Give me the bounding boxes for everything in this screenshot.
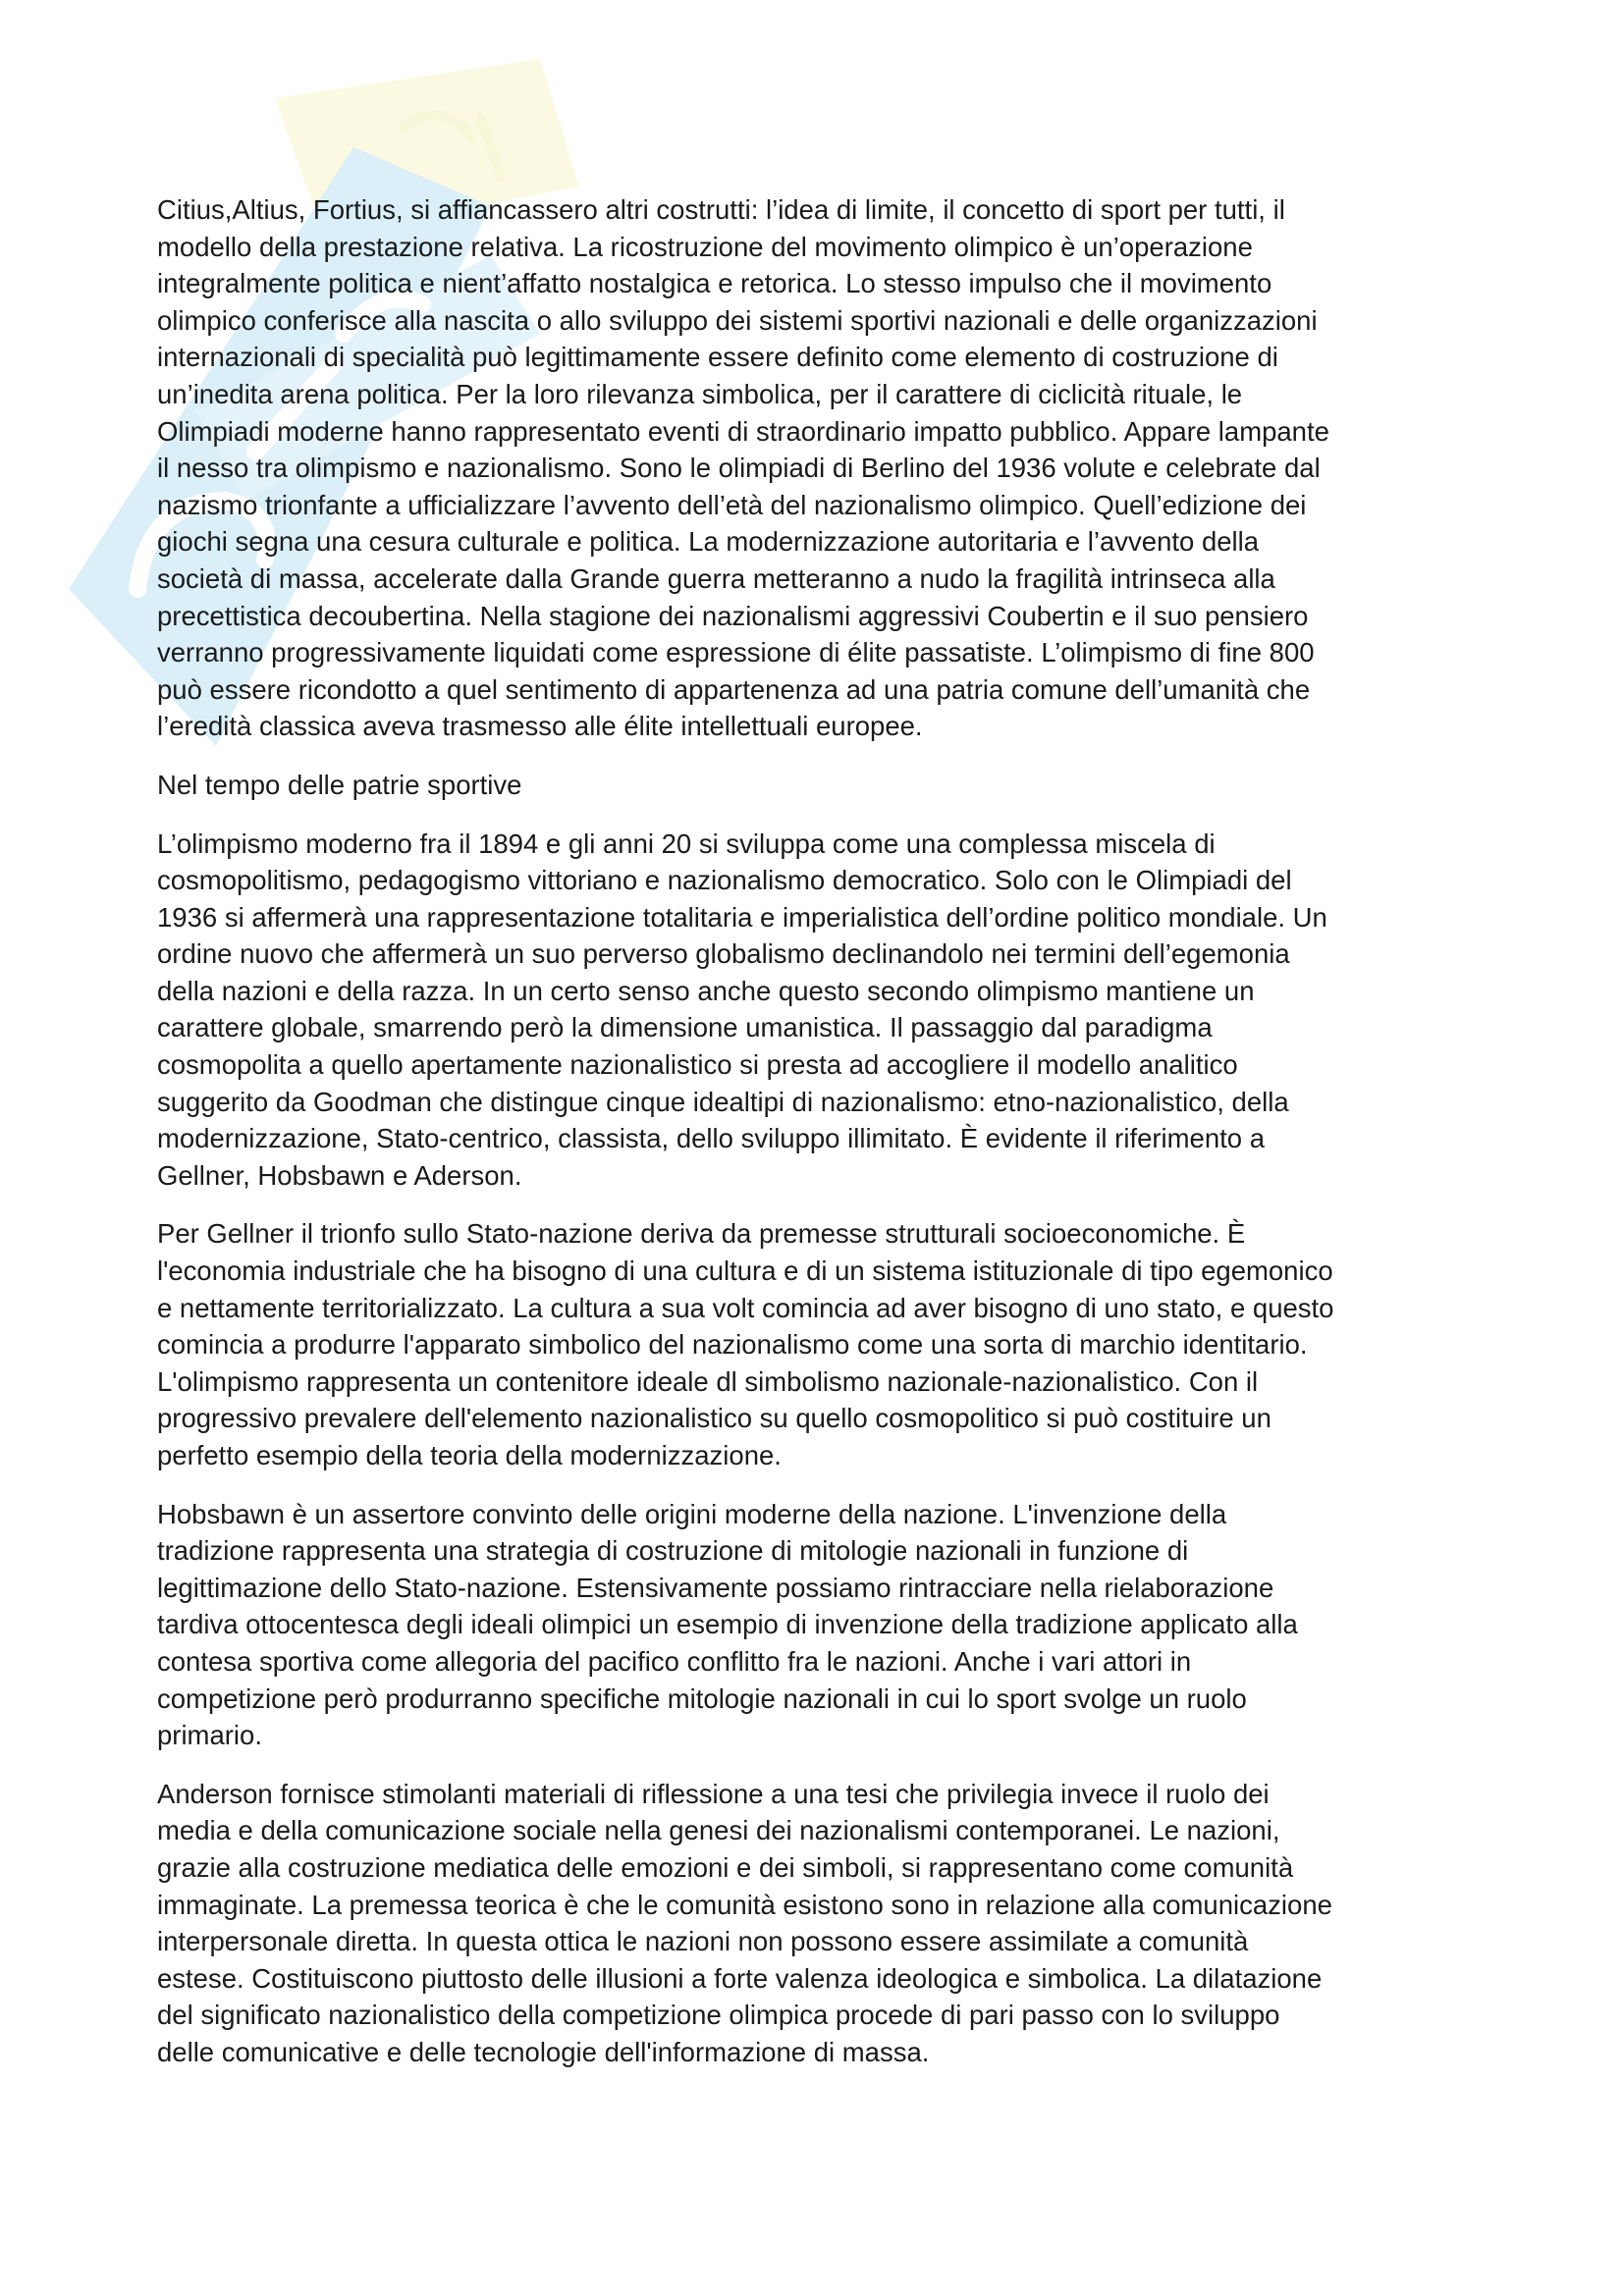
paragraph-anderson: Anderson fornisce stimolanti materiali di riflessione a una tesi che privilegia invece il ruolo dei media e della comunicazione sociale nella genesi dei nazionalismi contemporanei. Le nazioni, grazie alla costruzione mediatica delle emozioni e dei simboli, si rappresentano come comunità immaginate. La premessa teorica è che le comunità esistono sono in relazione alla comunicazione interpersonale diretta. In questa ottica le nazioni non possono essere assimilate a comunità estese. Costituiscono piuttosto delle illusioni a forte valenza ideologica e simbolica. La dilatazione del significato nazionalistico della competizione olimpica procede di pari passo con lo sviluppo delle comunicative e delle tecnologie dell'informazione di massa. <box>157 1778 1332 2067</box>
paragraph-intro: Citius,Altius, Fortius, si affiancassero altri costrutti: l’idea di limite, il concetto di sport per tutti, il modello della prestazione relativa. La ricostruzione del movimento olimpico è un’operazione integralmente politica e nient’affatto nostalgica e retorica. Lo stesso impulso che il movimento olimpico conferisce alla nascita o allo sviluppo dei sistemi sportivi nazionali e delle organizzazioni internazionali di specialità può legittimamente essere definito come elemento di costruzione di un’inedita arena politica. Per la loro rilevanza simbolica, per il carattere di ciclicità rituale, le Olimpiadi moderne hanno rappresentato eventi di straordinario impatto pubblico. Appare lampante il nesso tra olimpismo e nazionalismo. Sono le olimpiadi di Berlino del 1936 volute e celebrate dal nazismo trionfante a ufficializzare l’avvento dell’età del nazionalismo olimpico. Quell’edizione dei giochi segna una cesura culturale e politica. La modernizzazione autoritaria e l’avvento della società di massa, accelerate dalla Grande guerra metteranno a nudo la fragilità intrinseca alla precettistica decoubertina. Nella stagione dei nazionalismi aggressivi Coubertin e il suo pensiero verranno progressivamente liquidati come espressione di élite passatiste. L’olimpismo di fine 800 può essere ricondotto a quel sentimento di appartenenza ad una patria comune dell’umanità che l’eredità classica aveva trasmesso alle élite intellettuali europee. <box>157 194 1329 742</box>
paragraph-olimpismo-moderno: L’olimpismo moderno fra il 1894 e gli anni 20 si sviluppa come una complessa miscela di cosmopolitismo, pedagogismo vittoriano e nazionalismo democratico. Solo con le Olimpiadi del 1936 si affermerà una rappresentazione totalitaria e imperialistica dell’ordine politico mondiale. Un ordine nuovo che affermerà un suo perverso globalismo declinandolo nei termini dell’egemonia della nazioni e della razza. In un certo senso anche questo secondo olimpismo mantiene un carattere globale, smarrendo però la dimensione umanistica. Il passaggio dal paradigma cosmopolita a quello apertamente nazionalistico si presta ad accogliere il modello analitico suggerito da Goodman che distingue cinque idealtipi di nazionalismo: etno-nazionalistico, della modernizzazione, Stato-centrico, classista, dello sviluppo illimitato. È evidente il riferimento a Gellner, Hobsbawn e Aderson. <box>157 828 1327 1191</box>
document-body <box>157 191 1478 2093</box>
section-heading: Nel tempo delle patrie sportive <box>157 769 522 800</box>
paragraph-hobsbawn: Hobsbawn è un assertore convinto delle origini moderne della nazione. L'invenzione della tradizione rappresenta una strategia di costruzione di mitologie nazionali in funzione di legittimazione dello Stato-nazione. Estensivamente possiamo rintracciare nella rielaborazione tardiva ottocentesca degli ideali olimpici un esempio di invenzione della tradizione applicato alla contesa sportiva come allegoria del pacifico conflitto fra le nazioni. Anche i vari attori in competizione però produrranno specifiche mitologie nazionali in cui lo sport svolge un ruolo primario. <box>157 1498 1298 1751</box>
paragraph-gellner: Per Gellner il trionfo sullo Stato-nazione deriva da premesse strutturali socioeconomiche. È l'economia industriale che ha bisogno di una cultura e di un sistema istituzionale di tipo egemonico e nettamente territorializzato. La cultura a sua volt comincia ad aver bisogno di uno stato, e questo comincia a produrre l'apparato simbolico del nazionalismo come una sorta di marchio identitario. L'olimpismo rappresenta un contenitore ideale dl simbolismo nazionale-nazionalistico. Con il progressivo prevalere dell'elemento nazionalistico su quello cosmopolitico si può costituire un perfetto esempio della teoria della modernizzazione. <box>157 1218 1334 1470</box>
